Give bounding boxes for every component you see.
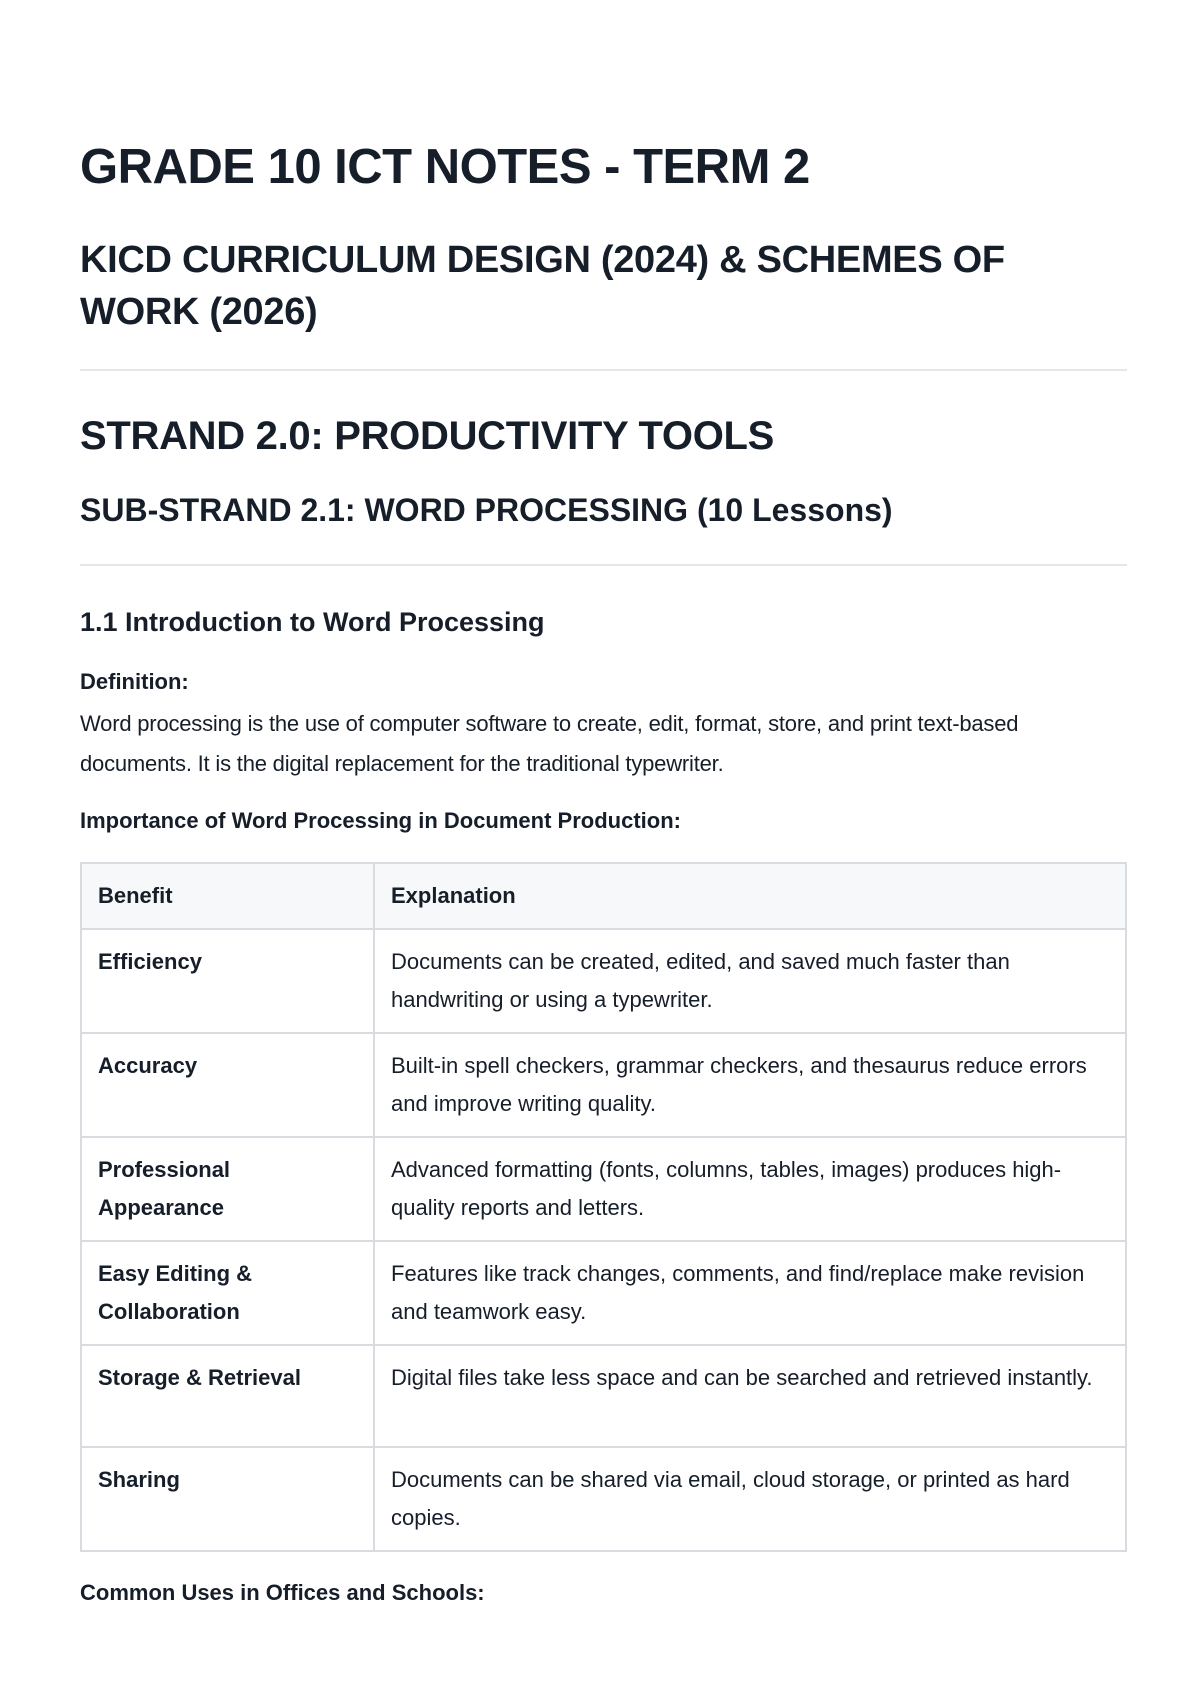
benefit-cell: Efficiency [81,929,374,1033]
table-row [81,1345,1126,1447]
explanation-cell: Documents can be created, edited, and saved much faster than handwriting or using a typewriter. [374,929,1126,1033]
table-row [81,1447,1126,1551]
table-row [81,1241,1126,1345]
explanation-cell: Advanced formatting (fonts, columns, tables, images) produces high-quality reports and letters. [374,1137,1126,1241]
explanation-cell: Features like track changes, comments, and find/replace make revision and teamwork easy. [374,1241,1126,1345]
benefit-cell: Easy Editing & Collaboration [81,1241,374,1345]
column-header-benefit: Benefit [81,863,374,929]
table-row [81,1033,1126,1137]
divider [80,369,1127,371]
explanation-cell: Built-in spell checkers, grammar checkers, and thesaurus reduce errors and improve writing quality. [374,1033,1126,1137]
uses-label: Common Uses in Offices and Schools: [80,1580,485,1605]
table-header-row [81,863,1126,929]
definition-label: Definition: [80,669,189,694]
benefits-table [80,862,1127,1552]
explanation-cell: Documents can be shared via email, cloud storage, or printed as hard copies. [374,1447,1126,1551]
importance-label: Importance of Word Processing in Document Production: [80,808,681,833]
strand-heading: STRAND 2.0: PRODUCTIVITY TOOLS [80,414,775,458]
benefit-cell: Storage & Retrieval [81,1345,374,1447]
table-row [81,929,1126,1033]
benefit-cell: Accuracy [81,1033,374,1137]
definition-text: Word processing is the use of computer software to create, edit, format, store, and print text-based documents. It is the digital replacement for the traditional typewriter. [80,711,1019,776]
benefit-cell: Sharing [81,1447,374,1551]
table-row [81,1137,1126,1241]
section-heading: 1.1 Introduction to Word Processing [80,607,545,637]
benefit-cell: Professional Appearance [81,1137,374,1241]
divider [80,564,1127,566]
document-subtitle: KICD CURRICULUM DESIGN (2024) & SCHEMES OF WORK (2026) [80,239,1005,333]
explanation-cell: Digital files take less space and can be searched and retrieved instantly. [374,1345,1126,1447]
column-header-explanation: Explanation [374,863,1126,929]
document-title: GRADE 10 ICT NOTES - TERM 2 [80,140,810,194]
substrand-heading: SUB-STRAND 2.1: WORD PROCESSING (10 Lessons) [80,492,893,528]
